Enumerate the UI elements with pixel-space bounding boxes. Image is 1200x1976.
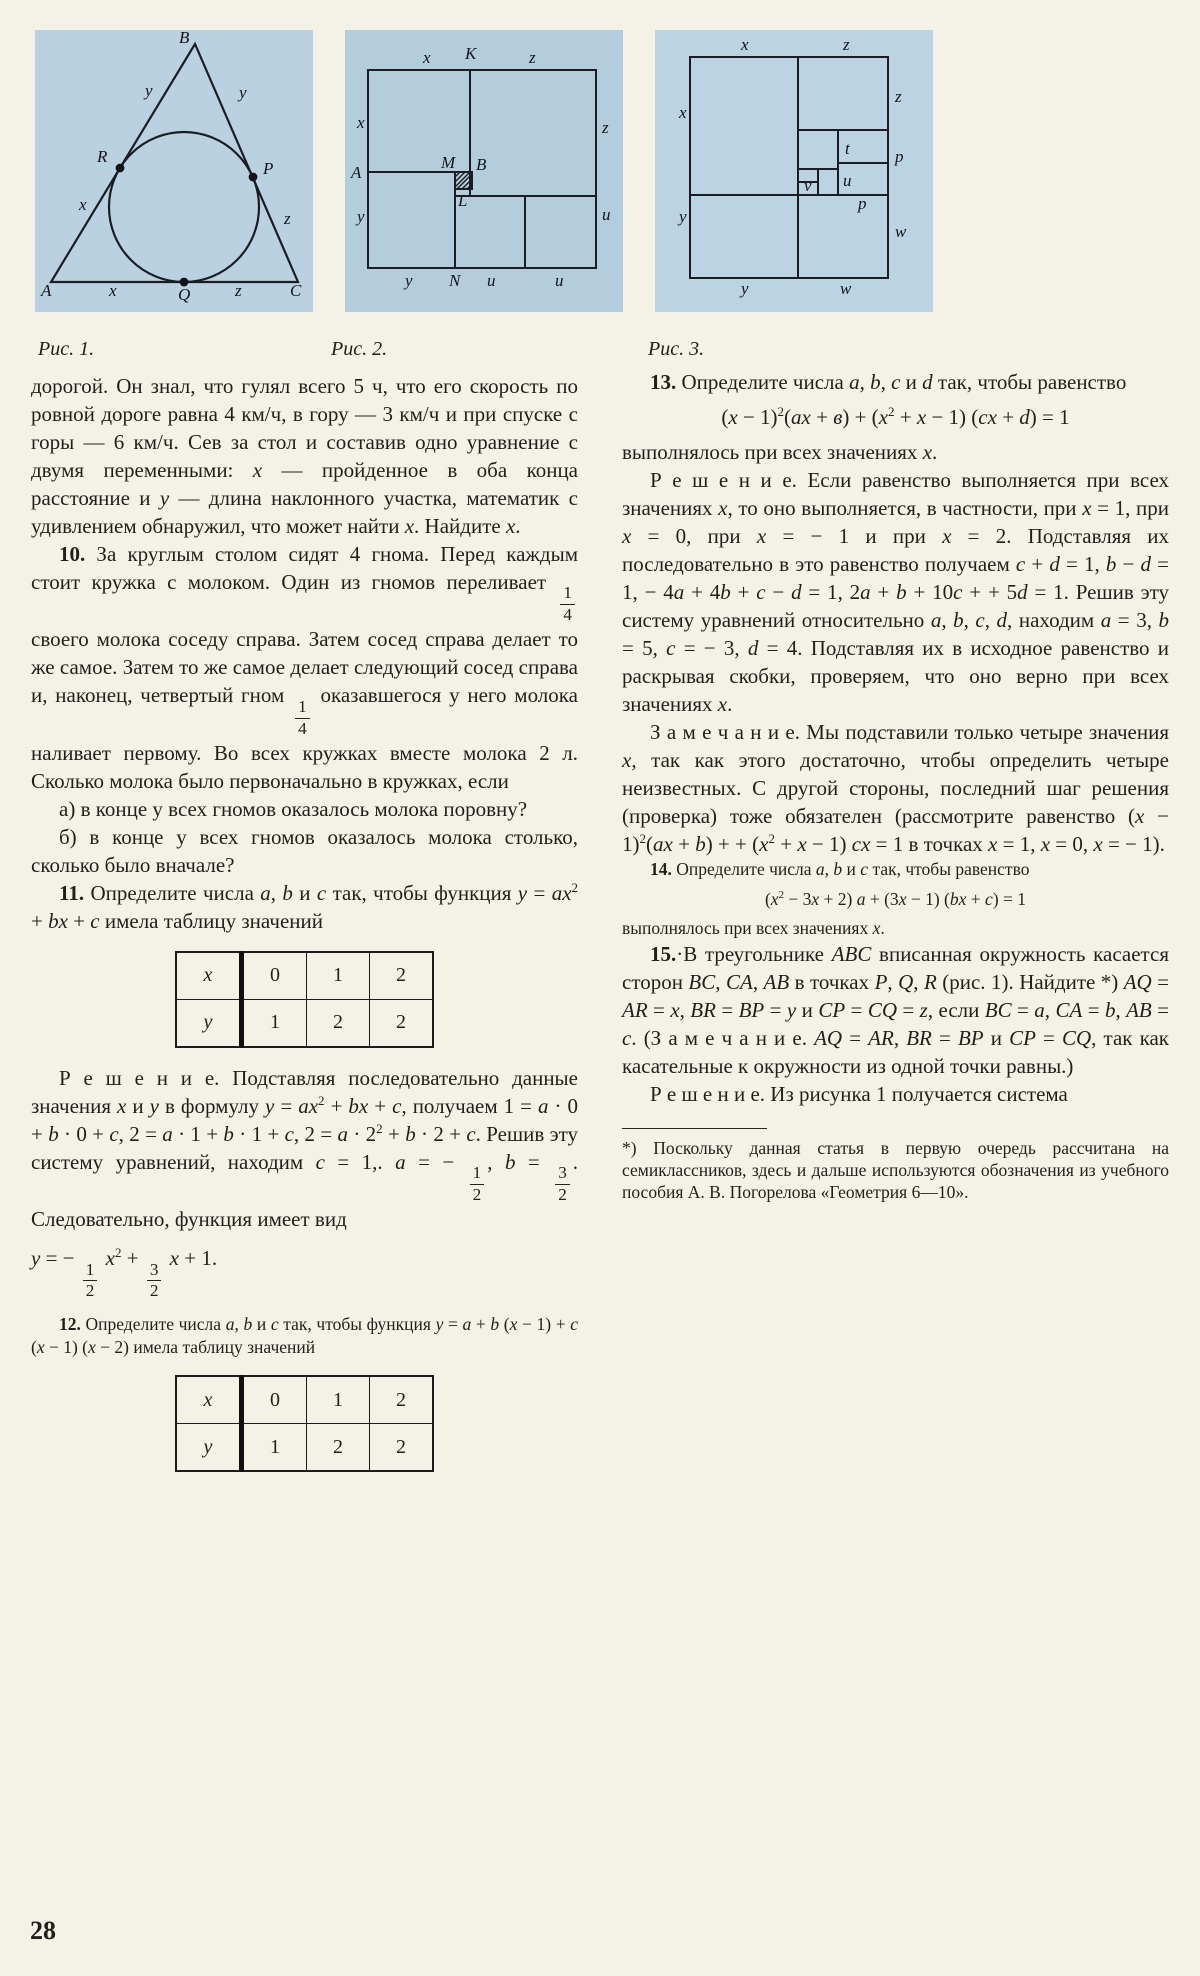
problem-13-condition: выполнялось при всех значениях x.	[622, 440, 938, 464]
fig1-label-x2: x	[109, 281, 117, 300]
table-cell: 2	[370, 952, 434, 1000]
fig2-label-z-top: z	[529, 48, 536, 67]
table-cell: 2	[307, 1424, 370, 1472]
problem-14-condition: выполнялось при всех значениях x.	[622, 918, 885, 938]
fig3-label-p-inner: p	[858, 194, 867, 213]
right-column	[622, 368, 1169, 1203]
figure-2	[345, 30, 623, 312]
fig2-label-y-left: y	[357, 207, 365, 226]
fig1-label-c: C	[290, 281, 302, 300]
page-number: 28	[30, 1916, 56, 1945]
values-table-problem-11	[175, 951, 434, 1048]
fig2-label-x-top: x	[423, 48, 431, 67]
fig2-label-k: K	[465, 44, 477, 63]
table-cell: x	[176, 1376, 242, 1424]
table-cell: 0	[242, 1376, 307, 1424]
table-cell: 1	[307, 1376, 370, 1424]
walk-problem-continuation: дорогой. Он знал, что гулял всего 5 ч, что его скорость по ровной дороге равна 4 км/ч, в гору — 3 км/ч и при спуске с горы — 6 км/ч. Сев за стол и составив одно уравнение с двумя переменными: x — пройденное в оба конца расстояние и у — длина наклонного участка, математик с удивлением обнаружил, что может найти x. Найдите x.	[31, 374, 579, 538]
fig3-label-y-left: y	[679, 207, 687, 226]
fig3-label-z-right: z	[895, 87, 902, 106]
fig3-label-v: v	[804, 176, 812, 195]
fig3-label-t: t	[845, 139, 850, 158]
table-row	[176, 999, 433, 1047]
fig2-label-y-bottom: y	[405, 271, 413, 290]
table-cell: 1	[242, 1424, 307, 1472]
fig1-label-b: B	[179, 30, 190, 47]
problem-10-text: 10. За круглым столом сидят 4 гнома. Перед каждым стоит кружка с молоком. Один из гномов переливает $\frac{1}{4}$ своего молока соседу справа. Затем сосед справа делает то же самое. Затем то же самое делает следующий сосед справа и, наконец, четвертый гном $\frac{1}{4}$ оказавшегося у него молока наливает первому. Во всех кружках вместе молока 2 л. Сколько молока было первоначально в кружках, если	[31, 542, 578, 793]
problem-11-text: 11. Определите числа a, b и c так, чтобы функция $y = ax^2$ + bx + c имела таблицу значений	[31, 879, 579, 933]
fig2-label-x-left: x	[357, 113, 365, 132]
problem-13-text: 13. Определите числа a, b, c и d так, чтобы равенство	[650, 370, 1127, 394]
table-row	[176, 1424, 433, 1472]
table-cell: 1	[242, 999, 307, 1047]
values-table-problem-12	[175, 1375, 434, 1472]
problem-10-item-a: а) в конце у всех гномов оказалось молока поровну?	[59, 796, 528, 821]
fig1-label-y2: y	[239, 83, 247, 102]
fig1-label-z2: z	[235, 281, 242, 300]
fig3-label-u: u	[843, 171, 852, 190]
fig2-label-b: B	[476, 155, 487, 174]
footnote-text: *) Поскольку данная статья в первую очередь рассчитана на семиклассников, здесь и дальше используются обозначения из учебного пособия А. В. Погорелова «Геометрия 6—10».	[622, 1138, 1169, 1202]
figure-3	[655, 30, 933, 312]
squared-rectangle-figure	[345, 30, 623, 312]
fig3-label-w-bottom: w	[840, 279, 852, 298]
triangle-incircle-figure	[35, 30, 313, 312]
table-cell: 0	[242, 952, 307, 1000]
table-cell: y	[176, 1424, 242, 1472]
fig2-label-n: N	[449, 271, 461, 290]
table-row	[176, 1376, 433, 1424]
table-cell: y	[176, 999, 242, 1047]
fig1-tangent-dots	[116, 164, 258, 287]
fig3-label-x-top: x	[741, 35, 749, 54]
figure-1-caption: Рис. 1.	[38, 338, 95, 360]
figure-2-caption: Рис. 2.	[331, 338, 388, 360]
fig3-label-z-top: z	[843, 35, 850, 54]
fig1-label-p: P	[263, 159, 274, 178]
problem-12-text: 12. Определите числа a, b и c так, чтобы функция у = a + b (x − 1) + c (x − 1) (x − 2) имела таблицу значений	[31, 1314, 579, 1358]
table-row	[176, 952, 433, 1000]
footnote-rule	[622, 1128, 767, 1129]
left-column	[31, 372, 578, 1488]
fig1-label-y1: y	[145, 81, 153, 100]
table-cell: 2	[307, 999, 370, 1047]
fig1-label-z1: z	[284, 209, 291, 228]
table-cell: 1	[307, 952, 370, 1000]
spiral-squares-figure	[655, 30, 933, 312]
fig2-label-a: A	[351, 163, 362, 182]
problem-15-text: 15.·В треугольнике ABC вписанная окружность касается сторон BC, CA, AB в точках P, Q, R (рис. 1). Найдите *) AQ = AR = x, BR = BP = y и CP = CQ = z, если BC = a, CA = b, AB = c. (З а м е ч а н и е. AQ = AR, BR = BP и CP = CQ, так как касательные к окружности из одной точки равны.)	[622, 942, 1170, 1078]
fig2-label-u2: u	[555, 271, 564, 290]
fig1-label-r: R	[97, 147, 108, 166]
remark-13-text: З а м е ч а н и е. Мы подставили только четыре значения x, так как этого достаточно, чтобы определить четыре неизвестных. С другой стороны, последний шаг решения (проверка) тоже обязателен (рассмотрите равенство $(x - 1)^2(ax + b)$ + + $(x^2 + x - 1)$ cx = 1 в точках x = 1, x = 0, x = − 1).	[622, 720, 1169, 856]
fig2-label-z-right: z	[602, 118, 609, 137]
solution-11-text: Р е ш е н и е. Подставляя последовательно данные значения x и у в формулу $y = ax^2$ + bx + c, получаем 1 = a · 0 + b · 0 + c, 2 = a · 1 + b · 1 + c, $2 = a \cdot 2^2 + b \cdot 2 + c$. Решив эту систему уравнений, находим c = 1,. a = − $\frac{1}{2}$ , b = $\frac{3}{2}$ . Следовательно, функция имеет вид	[31, 1065, 579, 1232]
problem-14-text: 14. Определите числа a, b и c так, чтобы равенство	[650, 859, 1030, 879]
fig2-label-l: L	[458, 191, 468, 210]
fig1-label-a: A	[41, 281, 52, 300]
fig2-label-u1: u	[487, 271, 496, 290]
fig1-label-x1: x	[79, 195, 87, 214]
fig3-label-w-right: w	[895, 222, 907, 241]
fig1-lines	[51, 44, 298, 282]
solution-13-text: Р е ш е н и е. Если равенство выполняется при всех значениях x, то оно выполняется, в частности, при x = 1, при x = 0, при x = − 1 и при x = 2. Подставляя их последовательно в это равенство получаем c + d = 1, b − d = 1, − 4a + 4b + c − d = 1, 2a + b + 10c + + 5d = 1. Решив эту систему уравнений относительно a, b, c, d, находим a = 3, b = 5, c = − 3, d = 4. Подставляя их в исходное равенство и раскрывая скобки, проверяем, что оно верно при всех значениях x.	[622, 468, 1170, 716]
formula-14: $(x^2 - 3x + 2) a + (3x - 1) (bx + c) = 1$	[764, 889, 1027, 909]
fig2-label-m: M	[441, 153, 456, 172]
formula-11: y = − $\frac{1}{2}$ $x^2$ + $\frac{3}{2}$ x + 1.	[31, 1245, 218, 1301]
table-cell: x	[176, 952, 242, 1000]
table-cell: 2	[370, 1376, 434, 1424]
problem-10-item-b: б) в конце у всех гномов оказалось молока столько, сколько было вначале?	[31, 824, 578, 877]
fig3-label-x-left: x	[679, 103, 687, 122]
figure-3-caption: Рис. 3.	[648, 338, 705, 360]
fig1-label-q: Q	[178, 285, 191, 304]
table-cell: 2	[370, 999, 434, 1047]
figure-1	[35, 30, 313, 312]
fig2-label-u-right: u	[602, 205, 611, 224]
fig3-label-p-right: p	[895, 147, 904, 166]
formula-13: $(x - 1)^2(ax + в) + (x^2 + x - 1)$ (cx + d) = 1	[721, 404, 1070, 429]
solution-15-text: Р е ш е н и е. Из рисунка 1 получается система	[650, 1082, 1068, 1106]
fig3-lines	[690, 57, 888, 278]
fig3-label-y-bottom: y	[741, 279, 749, 298]
table-cell: 2	[370, 1424, 434, 1472]
